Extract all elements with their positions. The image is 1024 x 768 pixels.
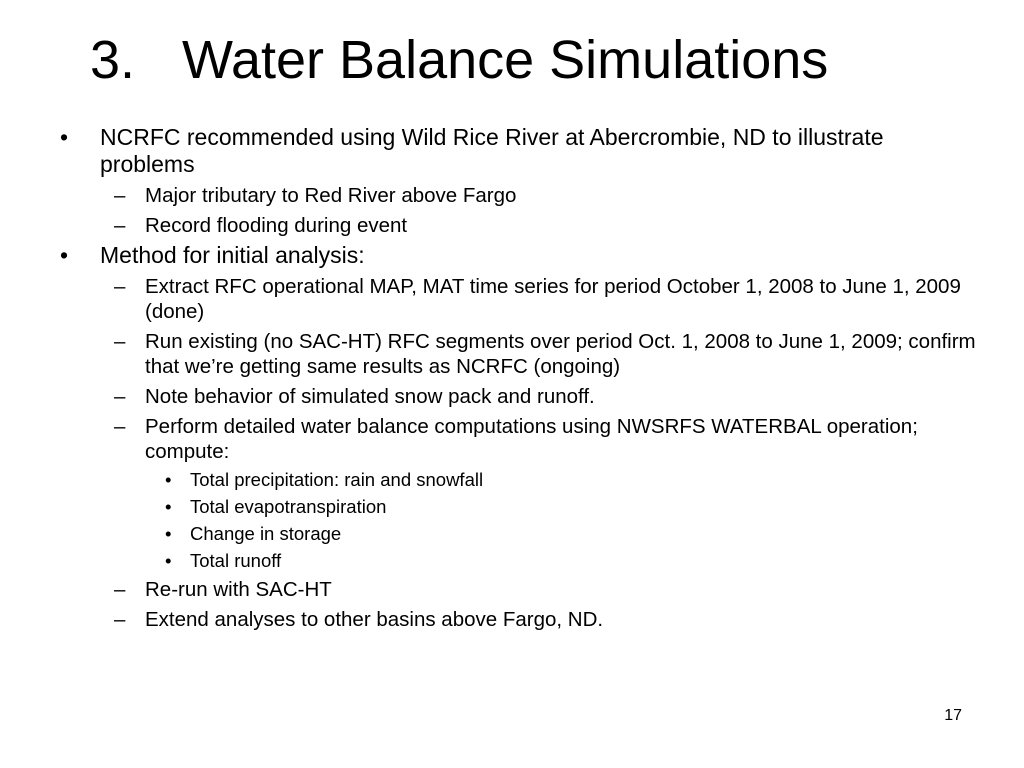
- sub-bullet-text: Extend analyses to other basins above Fargo, ND.: [145, 608, 604, 631]
- dash-marker: –: [114, 330, 126, 353]
- sub-sub-bullet-text: Total precipitation: rain and snowfall: [190, 469, 484, 490]
- bullet-item: [60, 242, 980, 269]
- dash-marker: –: [114, 578, 126, 601]
- sub-bullet-text: Run existing (no SAC-HT) RFC segments over period Oct. 1, 2008 to June 1, 2009; confirm that we’re getting same results as NCRFC (ongoing): [145, 330, 976, 378]
- bullet-marker: •: [165, 523, 172, 544]
- sub-sub-bullet-item: [60, 469, 980, 491]
- sub-bullet-item: [60, 329, 980, 379]
- bullet-marker: •: [60, 124, 69, 150]
- sub-bullet-text: Major tributary to Red River above Fargo: [145, 184, 517, 207]
- sub-bullet-item: [60, 384, 980, 409]
- page-number: 17: [944, 707, 962, 724]
- sub-sub-bullet-item: [60, 496, 980, 518]
- bullet-marker: •: [165, 550, 172, 571]
- sub-bullet-item: [60, 213, 980, 238]
- sub-bullet-text: Record flooding during event: [145, 214, 408, 237]
- title-text: Water Balance Simulations: [182, 30, 829, 90]
- sub-sub-bullet-text: Total runoff: [190, 550, 282, 571]
- sub-bullet-text: Perform detailed water balance computations using NWSRFS WATERBAL operation; compute:: [145, 415, 918, 463]
- sub-bullet-item: [60, 183, 980, 208]
- sub-bullet-item: [60, 577, 980, 602]
- dash-marker: –: [114, 184, 126, 207]
- dash-marker: –: [114, 385, 126, 408]
- bullet-marker: •: [60, 242, 69, 268]
- bullet-list: [60, 120, 980, 632]
- sub-bullet-item: [60, 414, 980, 464]
- bullet-text: Method for initial analysis:: [100, 242, 365, 268]
- sub-bullet-item: [60, 274, 980, 324]
- bullet-text: NCRFC recommended using Wild Rice River at Abercrombie, ND to illustrate problems: [100, 124, 884, 177]
- sub-bullet-text: Extract RFC operational MAP, MAT time series for period October 1, 2008 to June 1, 2009 (done): [145, 275, 961, 323]
- bullet-item: [60, 124, 980, 178]
- sub-bullet-text: Note behavior of simulated snow pack and runoff.: [145, 385, 595, 408]
- dash-marker: –: [114, 214, 126, 237]
- sub-sub-bullet-item: [60, 550, 980, 572]
- dash-marker: –: [114, 275, 126, 298]
- title-number: 3.: [90, 30, 136, 90]
- sub-sub-bullet-text: Total evapotranspiration: [190, 496, 387, 517]
- slide-title: [90, 30, 828, 90]
- sub-bullet-text: Re-run with SAC-HT: [145, 578, 332, 601]
- dash-marker: –: [114, 415, 126, 438]
- dash-marker: –: [114, 608, 126, 631]
- bullet-marker: •: [165, 496, 172, 517]
- sub-bullet-item: [60, 607, 980, 632]
- bullet-marker: •: [165, 469, 172, 490]
- sub-sub-bullet-item: [60, 523, 980, 545]
- sub-sub-bullet-text: Change in storage: [190, 523, 342, 544]
